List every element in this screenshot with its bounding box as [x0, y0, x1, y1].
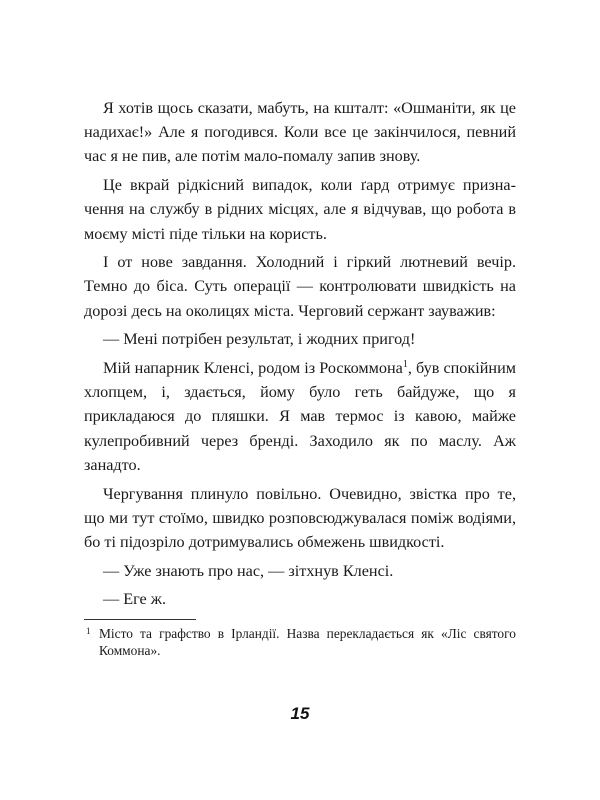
footnote-text: Місто та графство в Ірландії. Назва перекладається як «Ліс святого Коммона». [99, 626, 516, 658]
dialogue-line-sergeant: — Мені потрібен результат, і жодних пригод! [103, 330, 416, 349]
dialogue-line-clancy: — Уже знають про нас, — зітхнув Кленсі. [103, 561, 394, 580]
paragraph-5 [84, 356, 516, 477]
footnote-marker: 1 [86, 626, 91, 636]
paragraph-5-text-before: Мій напарник Кленсі, родом із Роскоммона [103, 359, 403, 378]
paragraph-1: Я хотів щось сказати, мабуть, на кшталт: «Ошманіти, як це надихає!» Але я погодився. Коли все це закінчилося, певний час я не пив, але потім мало-помалу запив знову. [84, 99, 516, 166]
footnote [84, 625, 516, 659]
dialogue-line-reply: — Еге ж. [103, 590, 167, 609]
footnote-reference[interactable]: 1 [402, 359, 408, 371]
footnote-divider [84, 619, 196, 620]
main-text-block [84, 96, 516, 616]
paragraph-2: Це вкрай рідкісний випадок, коли ґард отримує призначення на службу в рідних місцях, але я відчував, що робота в моєму місті піде тільки на користь. [84, 176, 516, 243]
paragraph-3: І от нове завдання. Холодний і гіркий лютневий вечір. Темно до біса. Суть операції — контролювати швидкість на дорозі десь на околицях міста. Черговий сержант зауважив: [84, 253, 516, 320]
paragraph-6: Чергування плинуло повільно. Очевидно, звістка про те, що ми тут стоїмо, швидко розповсюджувалася поміж водіями, бо ті підозріло дотримувались обмежень швидкості. [84, 484, 516, 551]
paragraph-5-text-after: , був спокійним хлопцем, і, здається, йому було геть байдуже, що я прикладаюся до пляшки. Я мав термос із кавою, майже кулепробивний через бренді. Заходило як по маслу. Аж занадто. [84, 359, 516, 474]
page-number: 15 [290, 704, 310, 723]
